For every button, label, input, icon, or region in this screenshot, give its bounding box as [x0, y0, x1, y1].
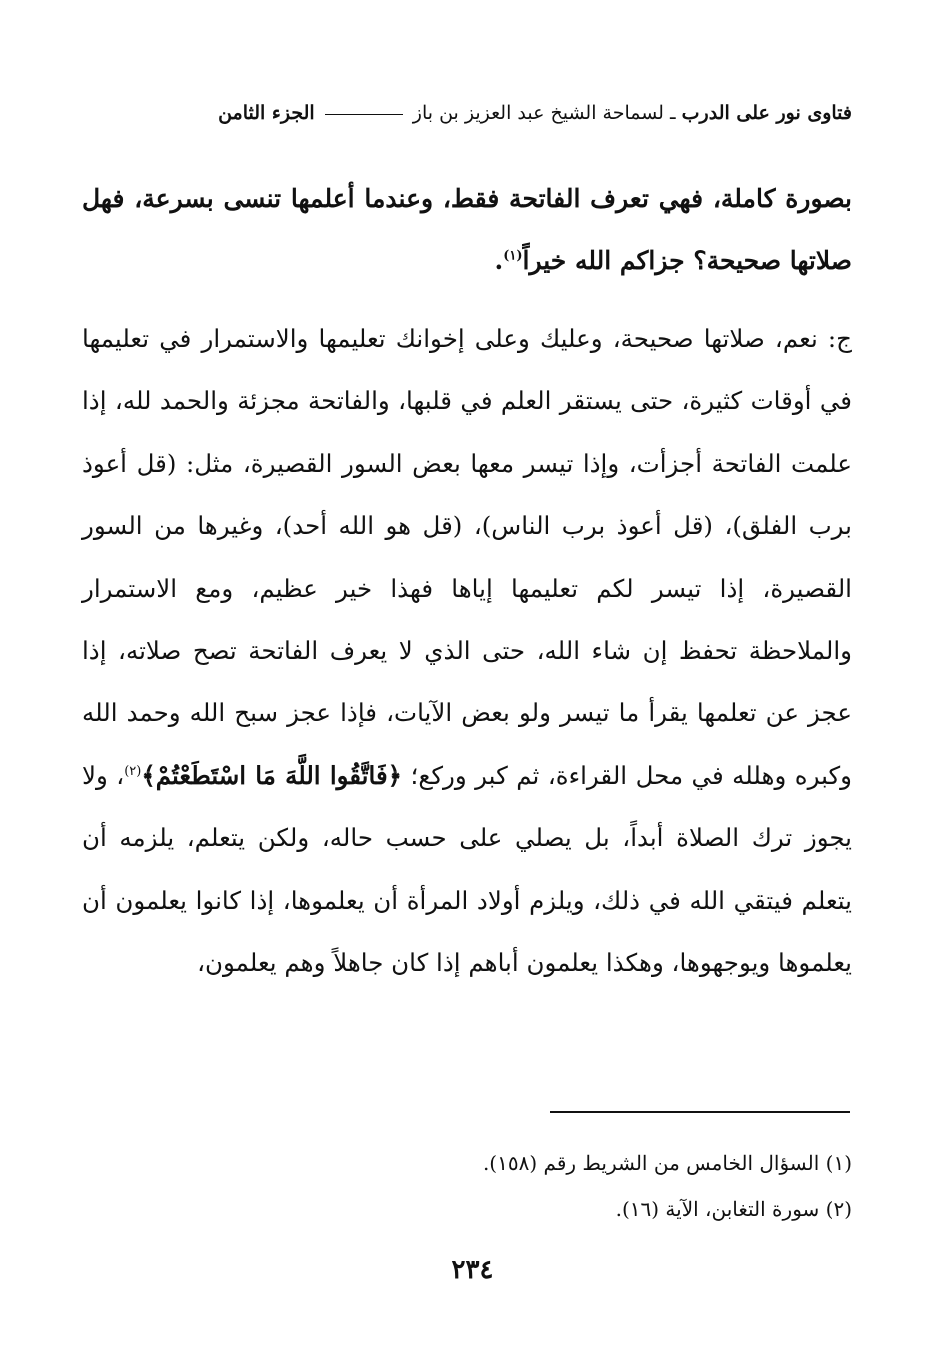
question-paragraph: [82, 168, 852, 292]
footnote-divider: [550, 1111, 850, 1113]
quran-verse: ﴿فَاتَّقُوا اللَّهَ مَا اسْتَطَعْتُمْ﴾: [141, 760, 403, 790]
answer-text-part2: ، ولا يجوز ترك الصلاة أبداً، بل يصلي على حسب حاله، ولكن يتعلم، يلزمه أن يتعلم فيتقي الله في ذلك، ويلزم أولاد المرأة أن يعلموها، إذا كانوا يعلمون أن يعلموها ويوجهوها، وهكذا يعلمون أباهم إذا كان جاهلاً وهم يعلمون،: [82, 760, 852, 978]
book-title: فتاوى نور على الدرب: [681, 102, 852, 124]
page-number: ٢٣٤: [451, 1255, 494, 1285]
footnote-ref-2[interactable]: (٢): [124, 763, 142, 779]
answer-paragraph: [82, 308, 852, 994]
question-end: .: [494, 246, 504, 275]
volume-label: الجزء الثامن: [218, 102, 315, 124]
header-separator: ـ: [670, 102, 676, 124]
header-rule: [325, 114, 403, 115]
running-header: [82, 98, 852, 128]
footnotes: [82, 1140, 852, 1232]
question-text: بصورة كاملة، فهي تعرف الفاتحة فقط، وعندما أعلمها تنسى بسرعة، فهل صلاتها صحيحة؟ جزاكم الله خيراً: [82, 184, 852, 275]
answer-text-part1: ج: نعم، صلاتها صحيحة، وعليك وعلى إخوانك تعليمها والاستمرار في تعليمها في أوقات كثيرة، حتى يستقر العلم في قلبها، والفاتحة مجزئة والحمد لله، إذا علمت الفاتحة أجزأت، وإذا تيسر معها بعض السور القصيرة، مثل: (قل أعوذ برب الفلق)، (قل أعوذ برب الناس)، (قل هو الله أحد)، وغيرها من السور القصيرة، إذا تيسر لكم تعليمها إياها فهذا خير عظيم، ومع الاستمرار والملاحظة تحفظ إن شاء الله، حتى الذي لا يعرف الفاتحة تصح صلاته، إذا عجز عن تعلمها يقرأ ما تيسر ولو بعض الآيات، فإذا عجز سبح الله وحمد الله وكبره وهلله في محل القراءة، ثم كبر وركع؛: [82, 324, 852, 790]
author-name: لسماحة الشيخ عبد العزيز بن باز: [412, 102, 664, 124]
footnote-2: (٢) سورة التغابن، الآية (١٦).: [615, 1197, 852, 1221]
footnote-ref-1[interactable]: (١): [503, 248, 523, 264]
footnote-1: (١) السؤال الخامس من الشريط رقم (١٥٨).: [482, 1151, 852, 1175]
